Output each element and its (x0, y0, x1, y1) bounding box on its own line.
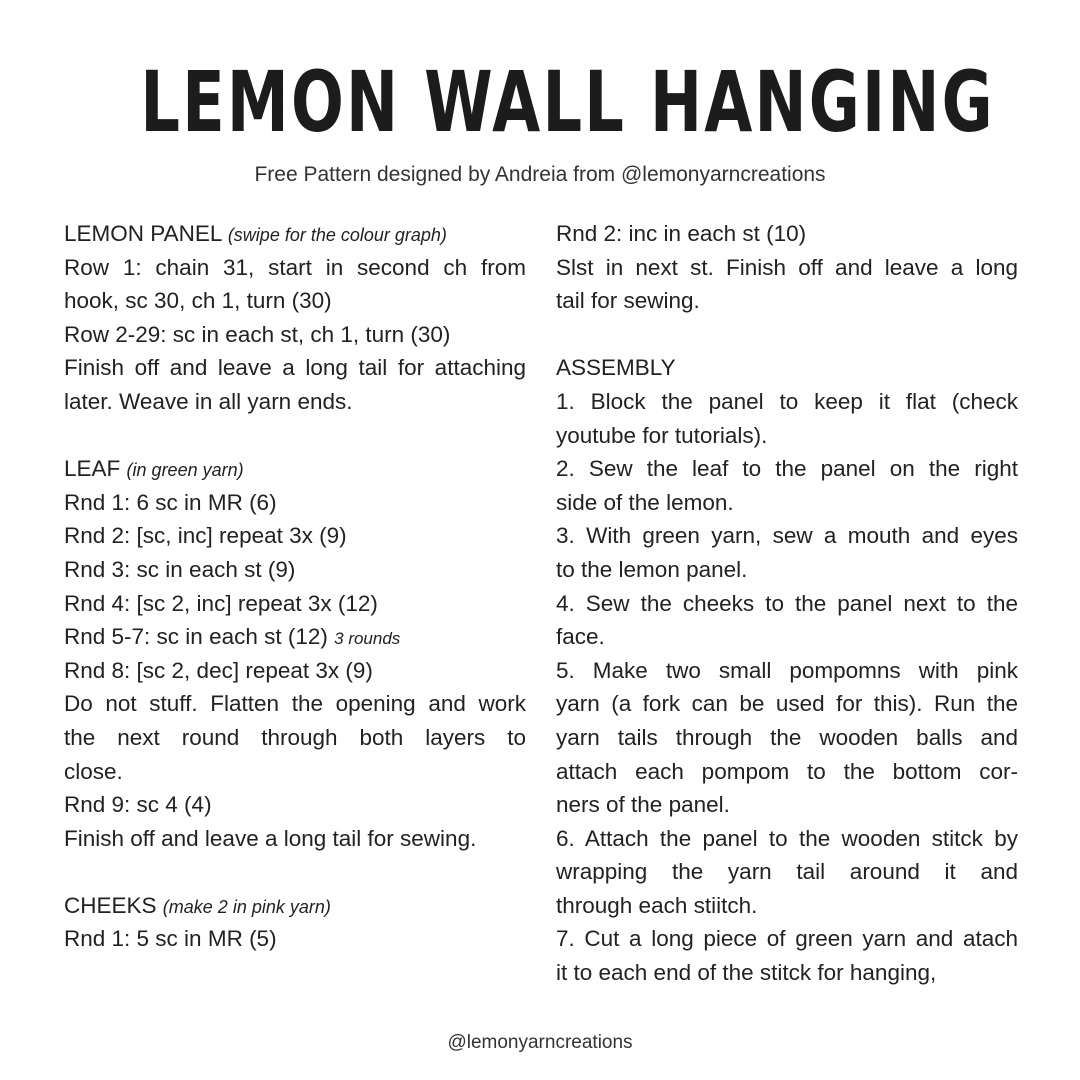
instruction-line: hook, sc 30, ch 1, turn (30) (64, 288, 332, 314)
instruction-line: Row 1: chain 31, start in second ch from (64, 254, 526, 280)
left-column (64, 217, 526, 956)
instruction-line: Rnd 3: sc in each st (9) (64, 556, 296, 582)
assembly-line: 2. Sew the leaf to the panel on the right (556, 456, 1018, 482)
lemon-panel-heading: LEMON PANEL (64, 221, 222, 246)
instruction-line: Rnd 1: 6 sc in MR (6) (64, 489, 277, 515)
leaf-rnd57-note: 3 rounds (334, 629, 401, 649)
page-subtitle: Free Pattern designed by Andreia from @lemonyarncreations (254, 163, 826, 186)
footer-handle: @lemonyarncreations (447, 1032, 633, 1053)
spacer (64, 855, 526, 889)
leaf-rnd57-line (64, 620, 526, 654)
assembly-line: attach each pompom to the bottom cor- (556, 758, 1018, 784)
instruction-line: Rnd 4: [sc 2, inc] repeat 3x (12) (64, 590, 378, 616)
instruction-line: Slst in next st. Finish off and leave a long (556, 254, 1018, 280)
lemon-panel-note: (swipe for the colour graph) (227, 225, 447, 245)
assembly-line: side of the lemon. (556, 489, 734, 515)
cheeks-note: (make 2 in pink yarn) (162, 896, 331, 917)
instruction-line: Finish off and leave a long tail for attaching (64, 355, 526, 381)
instruction-line: close. (64, 758, 123, 784)
instruction-line: Rnd 2: [sc, inc] repeat 3x (9) (64, 523, 347, 549)
instruction-line: tail for sewing. (556, 288, 700, 314)
assembly-line: 1. Block the panel to keep it flat (check (556, 388, 1018, 414)
assembly-line: ners of the panel. (556, 792, 730, 818)
instruction-line: the next round through both layers to (64, 724, 526, 750)
instruction-line: Rnd 2: inc in each st (10) (556, 221, 807, 246)
lemon-panel-heading-line (64, 217, 526, 251)
instruction-line: Rnd 9: sc 4 (4) (64, 792, 212, 818)
assembly-line: youtube for tutorials). (556, 422, 768, 448)
page-title: LEMON WALL HANGING (140, 53, 995, 151)
instruction-line: Row 2-29: sc in each st, ch 1, turn (30) (64, 321, 451, 347)
cheeks-heading-line (64, 889, 526, 923)
leaf-heading-line (64, 452, 526, 486)
instruction-line: later. Weave in all yarn ends. (64, 388, 353, 414)
assembly-line: it to each end of the stitck for hanging, (556, 960, 937, 986)
assembly-line: yarn tails through the wooden balls and (556, 724, 1018, 750)
instruction-line: Finish off and leave a long tail for sewing. (64, 825, 477, 851)
leaf-heading: LEAF (64, 456, 121, 482)
assembly-line: 7. Cut a long piece of green yarn and atach (556, 926, 1018, 952)
assembly-line: 4. Sew the cheeks to the panel next to the (556, 590, 1018, 616)
assembly-line: 3. With green yarn, sew a mouth and eyes (556, 523, 1018, 549)
assembly-line: to the lemon panel. (556, 556, 748, 582)
instruction-line: Rnd 1: 5 sc in MR (5) (64, 926, 277, 952)
assembly-line: wrapping the yarn tail around it and (556, 859, 1018, 885)
assembly-line: 6. Attach the panel to the wooden stitck by (556, 825, 1018, 851)
right-column (556, 217, 1018, 990)
assembly-heading: ASSEMBLY (556, 355, 676, 381)
instruction-line: Rnd 8: [sc 2, dec] repeat 3x (9) (64, 657, 373, 683)
assembly-line: yarn (a fork can be used for this). Run the (556, 691, 1018, 717)
instruction-line: Do not stuff. Flatten the opening and work (64, 691, 526, 717)
assembly-line: face. (556, 624, 605, 650)
leaf-note: (in green yarn) (126, 460, 244, 481)
assembly-line: 5. Make two small pompomns with pink (556, 657, 1018, 683)
cheeks-heading: CHEEKS (64, 892, 157, 918)
spacer (64, 419, 526, 453)
assembly-line: through each stiitch. (556, 892, 758, 918)
spacer (556, 318, 1018, 352)
leaf-rnd57-text: Rnd 5-7: sc in each st (12) (64, 624, 328, 650)
